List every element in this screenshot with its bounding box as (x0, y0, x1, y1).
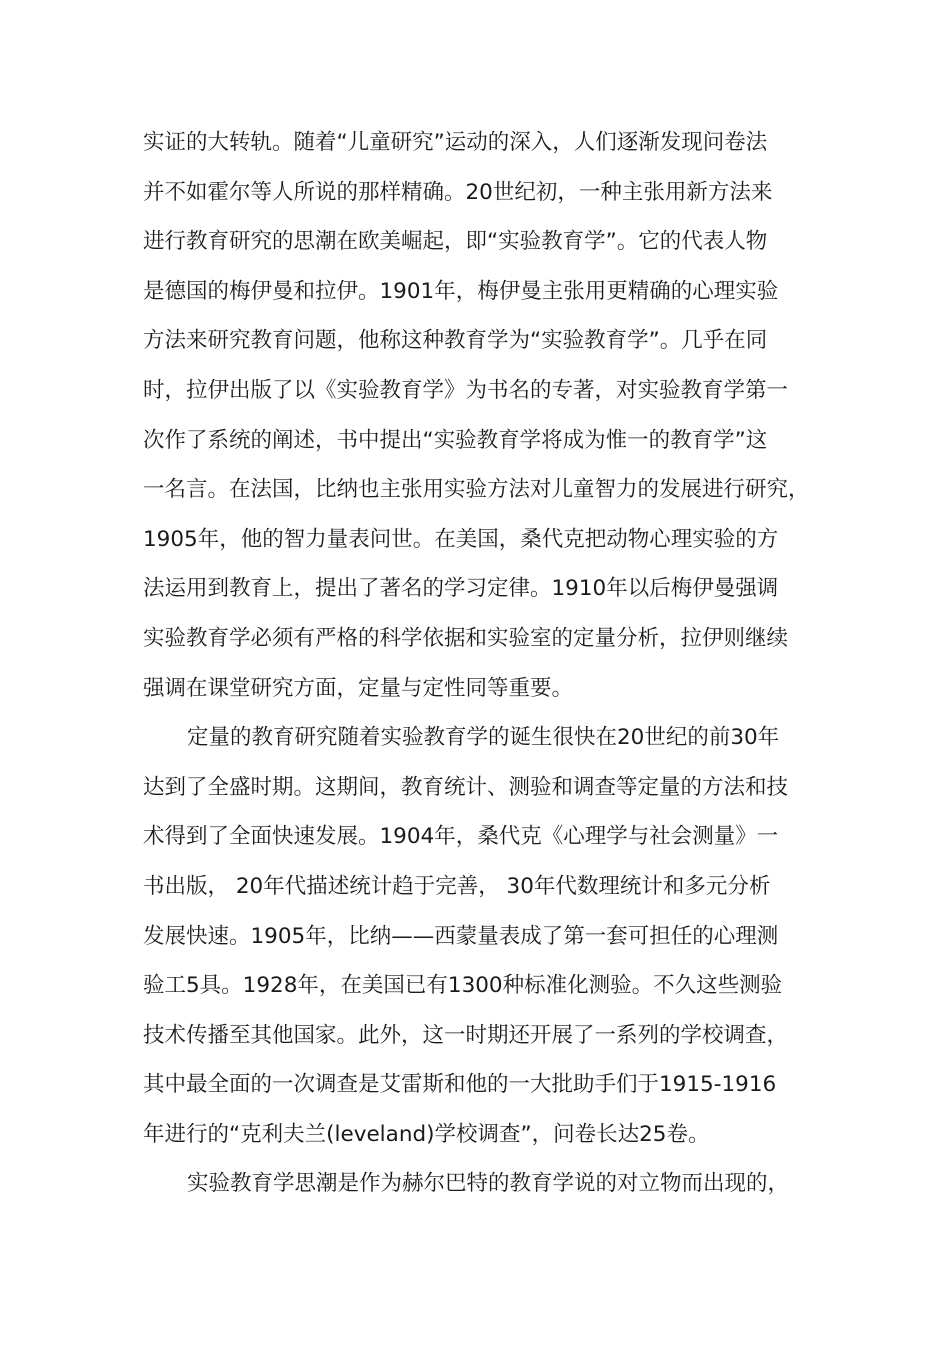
text-line: 实验教育学必须有严格的科学依据和实验室的定量分析，拉伊则继续 (143, 625, 789, 651)
text-line: 强调在课堂研究方面，定量与定性同等重要。 (143, 675, 574, 701)
text-line: 是德国的梅伊曼和拉伊。1901年，梅伊曼主张用更精确的心理实验 (143, 278, 779, 304)
text-line: 其中最全面的一次调查是艾雷斯和他的一大批助手们于1915-1916 (143, 1072, 777, 1098)
text-line: 书出版， 20年代描述统计趋于完善， 30年代数理统计和多元分析 (143, 873, 771, 899)
text-line: 验工5具。1928年，在美国已有1300种标准化测验。不久这些测验 (143, 973, 783, 999)
text-line: 进行教育研究的思潮在欧美崛起，即“实验教育学”。它的代表人物 (143, 229, 768, 255)
text-line: 技术传播至其他国家。此外，这一时期还开展了一系列的学校调查， (143, 1022, 789, 1048)
text-line: 时，拉伊出版了以《实验教育学》为书名的专著，对实验教育学第一 (143, 377, 789, 403)
text-line: 达到了全盛时期。这期间，教育统计、测验和调查等定量的方法和技 (143, 774, 789, 800)
text-line: 一名言。在法国，比纳也主张用实验方法对儿童智力的发展进行研究， (143, 477, 810, 503)
text-line: 次作了系统的阐述，书中提出“实验教育学将成为惟一的教育学”这 (143, 427, 768, 453)
text-line: 术得到了全面快速发展。1904年，桑代克《心理学与社会测量》一 (143, 824, 779, 850)
text-line: 实验教育学思潮是作为赫尔巴特的教育学说的对立物而出现的， (187, 1171, 790, 1197)
text-line: 发展快速。1905年，比纳——西蒙量表成了第一套可担任的心理测 (143, 923, 779, 949)
text-line: 法运用到教育上，提出了著名的学习定律。1910年以后梅伊曼强调 (143, 576, 779, 602)
text-line: 定量的教育研究随着实验教育学的诞生很快在20世纪的前30年 (187, 725, 780, 751)
text-line: 并不如霍尔等人所说的那样精确。20世纪初，一种主张用新方法来 (143, 179, 773, 205)
text-line: 年进行的“克利夫兰(leveland)学校调查”，问卷长达25卷。 (143, 1121, 710, 1147)
text-line: 1905年，他的智力量表问世。在美国，桑代克把动物心理实验的方 (143, 526, 779, 552)
text-line: 方法来研究教育问题，他称这种教育学为“实验教育学”。几乎在同 (143, 328, 768, 354)
body-text (143, 118, 823, 1209)
text-line: 实证的大转轨。随着“儿童研究”运动的深入，人们逐渐发现问卷法 (143, 130, 768, 155)
